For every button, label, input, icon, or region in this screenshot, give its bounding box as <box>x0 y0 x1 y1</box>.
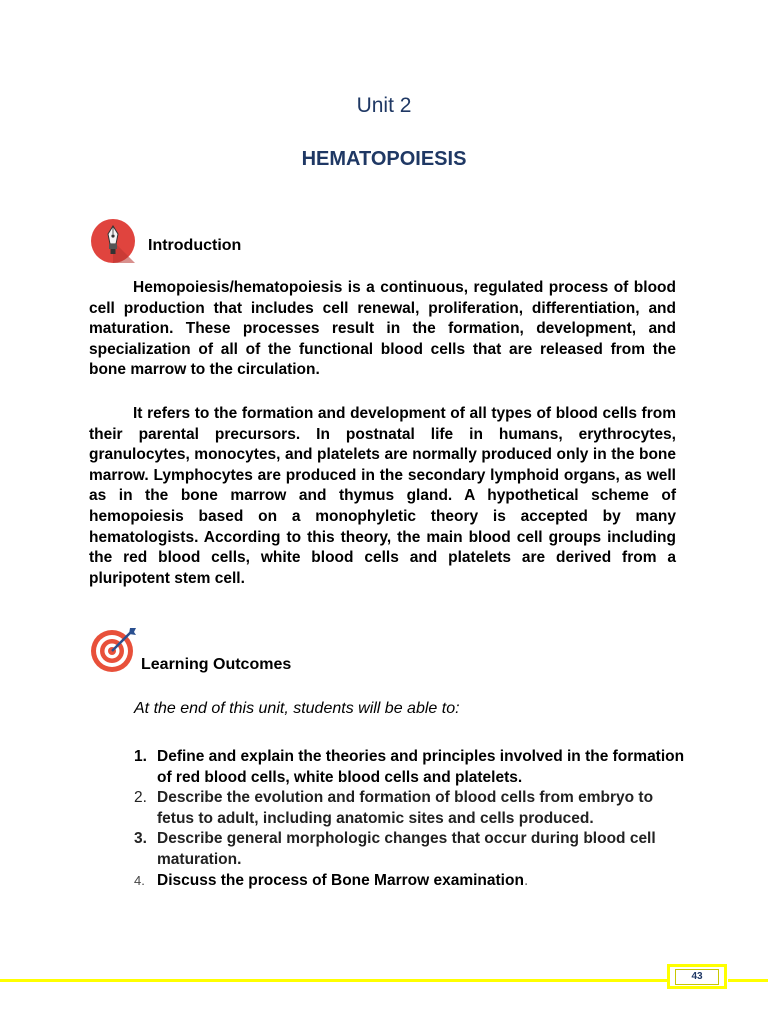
list-number: 4. <box>134 872 145 888</box>
list-number: 2. <box>134 789 147 807</box>
list-item-trail: . <box>523 871 529 889</box>
outcomes-list <box>134 747 694 891</box>
list-item <box>134 747 694 788</box>
page-number-box <box>667 964 727 989</box>
intro-paragraph-2: It refers to the formation and development of all types of blood cells from their parental precursors. In postnatal life in humans, erythrocytes, granulocytes, monocytes, and platelets are normally produced only in the bone marrow. Lymphocytes are produced in the secondary lymphoid organs, as well as in the bone marrow and thymus gland. A hypothetical scheme of hemopoiesis based on a monophyletic theory is accepted by many hematologists. According to this theory, the main blood cell groups including the red blood cells, white blood cells and platelets are derived from a pluripotent stem cell. <box>89 405 676 587</box>
learning-outcomes-heading: Learning Outcomes <box>141 656 292 673</box>
unit-title: Unit 2 <box>356 94 412 117</box>
pen-nib-icon <box>89 218 139 264</box>
footer-rule-left <box>0 979 668 982</box>
list-number: 1. <box>134 748 147 765</box>
introduction-heading: Introduction <box>148 237 242 254</box>
list-item-text: Define and explain the theories and principles involved in the formation of red blood cells, white blood cells and platelets. <box>157 748 685 786</box>
outcomes-lead: At the end of this unit, students will be able to: <box>134 700 460 717</box>
list-item-text: Describe general morphologic changes that occur during blood cell maturation. <box>157 830 656 868</box>
unit-topic-title: HEMATOPOIESIS <box>301 148 467 170</box>
list-number: 3. <box>134 830 147 848</box>
list-item <box>134 829 694 870</box>
list-item-text: Describe the evolution and formation of blood cells from embryo to fetus to adult, including anatomic sites and cells produced. <box>157 789 654 827</box>
list-item <box>134 788 694 829</box>
list-item <box>134 871 694 892</box>
intro-paragraph-1: Hemopoiesis/hematopoiesis is a continuous, regulated process of blood cell production that includes cell renewal, proliferation, differentiation, and maturation. These processes result in the formation, development, and specialization of all of the functional blood cells that are released from the bone marrow to the circulation. <box>89 279 676 379</box>
footer-rule-right <box>728 979 768 982</box>
target-icon <box>90 625 138 673</box>
page-number: 43 <box>675 969 719 985</box>
list-item-text: Discuss the process of Bone Marrow examination <box>157 871 524 889</box>
